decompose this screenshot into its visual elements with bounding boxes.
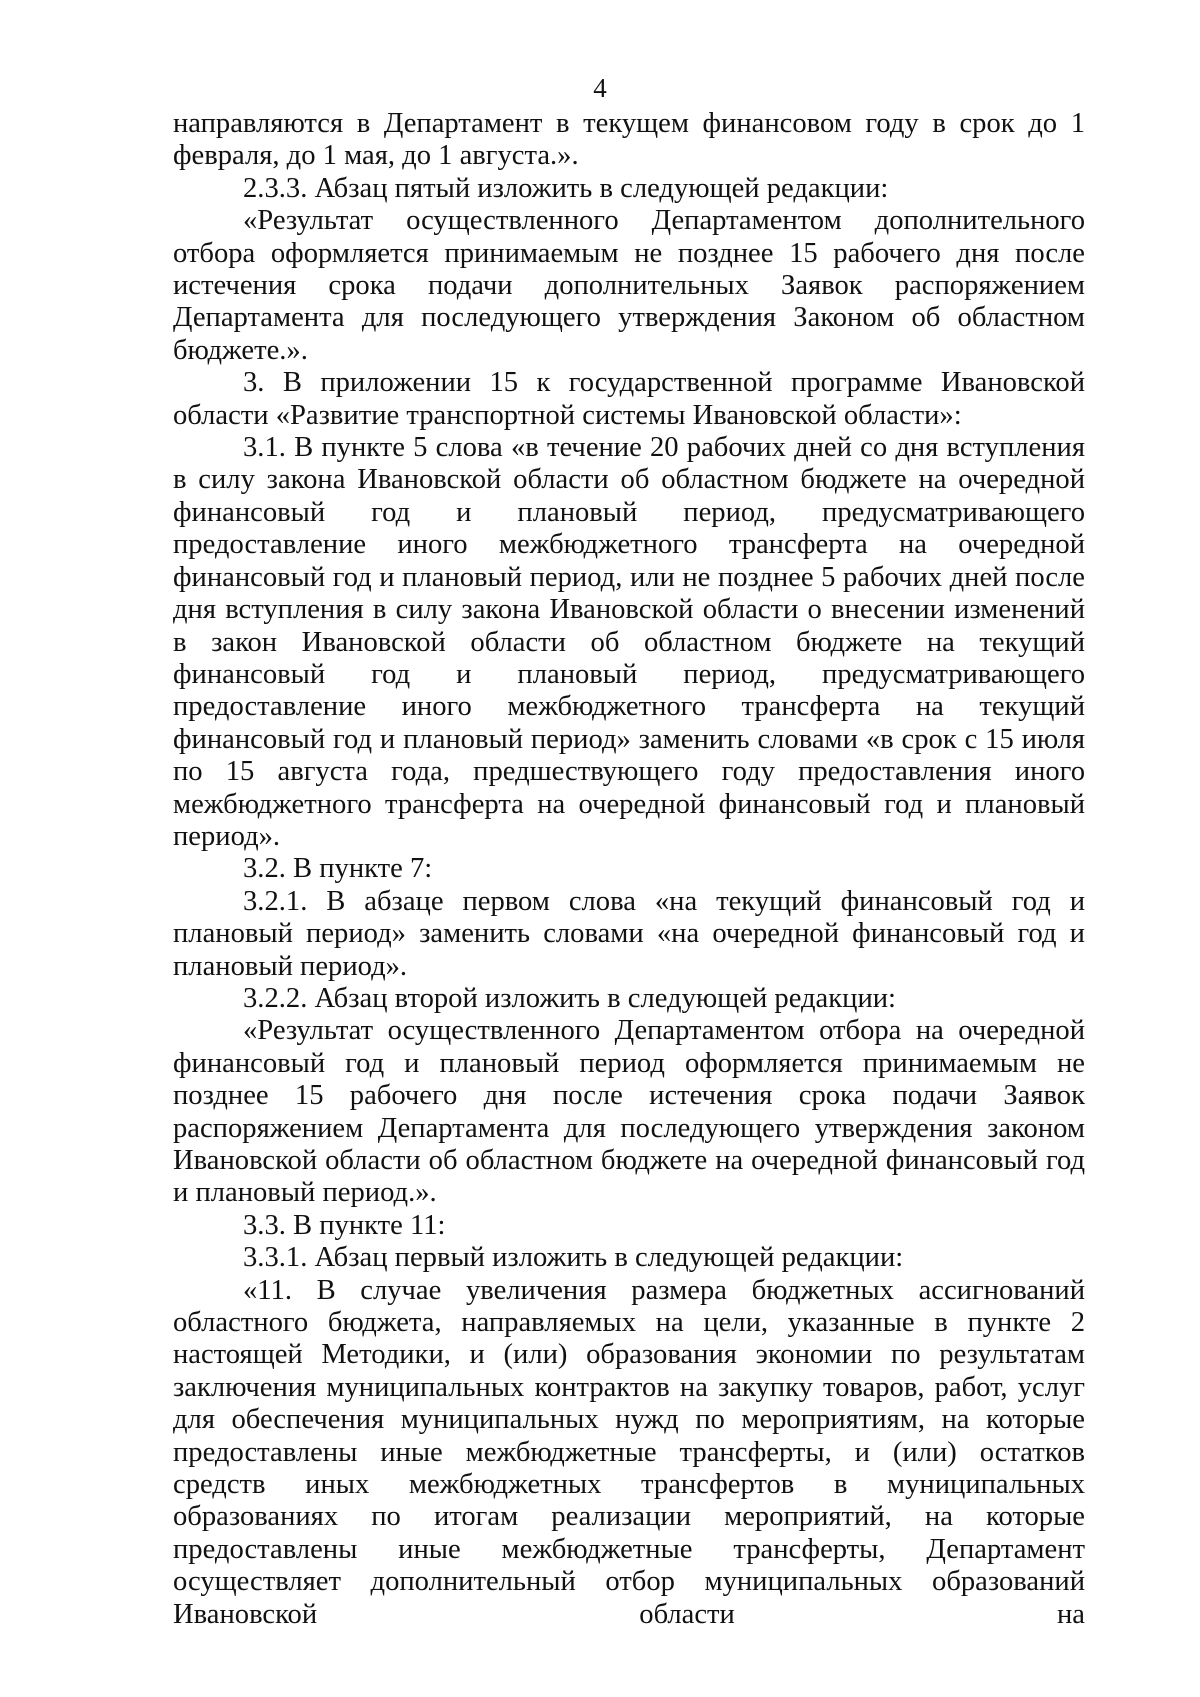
document-body xyxy=(173,108,1085,1631)
paragraph: 3.3.1. Абзац первый изложить в следующей редакции: xyxy=(243,1242,904,1274)
paragraph: 3.2. В пункте 7: xyxy=(243,853,433,885)
paragraph: «11. В случае увеличения размера бюджетных ассигнований областного бюджета, направляемых на цели, указанные в пункте 2 настоящей Методики, и (или) образования экономии по результатам заключения муниципальных контрактов на закупку товаров, работ, услуг для обеспечения муниципальных нужд по мероприятиям, на которые предоставлены иные межбюджетные трансферты, и (или) остатков средств иных межбюджетных трансфертов в муниципальных образованиях по итогам реализации мероприятий, на которые предоставлены иные межбюджетные трансферты, Департамент осуществляет дополнительный отбор муниципальных образований Ивановской области на xyxy=(173,1274,1085,1630)
paragraph: «Результат осуществленного Департаментом отбора на очередной финансовый год и плановый период оформляется принимаемым не позднее 15 рабочего дня после истечения срока подачи Заявок распоряжением Департамента для последующего утверждения законом Ивановской области об областном бюджете на очередной финансовый год и плановый период.». xyxy=(173,1015,1085,1209)
paragraph: 3. В приложении 15 к государственной программе Ивановской области «Развитие транспортной системы Ивановской области»: xyxy=(173,367,1085,431)
page-number: 4 xyxy=(593,73,607,103)
paragraph: 3.3. В пункте 11: xyxy=(243,1209,446,1241)
paragraph: 3.2.2. Абзац второй изложить в следующей редакции: xyxy=(243,982,896,1014)
paragraph: «Результат осуществленного Департаментом дополнительного отбора оформляется принимаемым не позднее 15 рабочего дня после истечения срока подачи дополнительных Заявок распоряжением Департамента для последующего утверждения Законом об областном бюджете.». xyxy=(173,205,1085,366)
paragraph: 3.2.1. В абзаце первом слова «на текущий финансовый год и плановый период» заменить словами «на очередной финансовый год и плановый период». xyxy=(173,885,1085,982)
paragraph: 3.1. В пункте 5 слова «в течение 20 рабочих дней со дня вступления в силу закона Ивановской области об областном бюджете на очередной финансовый год и плановый период, предусматривающего предоставление иного межбюджетного трансферта на очередной финансовый год и плановый период, или не позднее 5 рабочих дней после дня вступления в силу закона Ивановской области о внесении изменений в закон Ивановской области об областном бюджете на текущий финансовый год и плановый период, предусматривающего предоставление иного межбюджетного трансферта на текущий финансовый год и плановый период» заменить словами «в срок с 15 июля по 15 августа года, предшествующего году предоставления иного межбюджетного трансферта на очередной финансовый год и плановый период». xyxy=(173,432,1085,852)
paragraph: направляются в Департамент в текущем финансовом году в срок до 1 февраля, до 1 мая, до 1 августа.». xyxy=(173,108,1085,172)
paragraph: 2.3.3. Абзац пятый изложить в следующей редакции: xyxy=(243,172,889,204)
